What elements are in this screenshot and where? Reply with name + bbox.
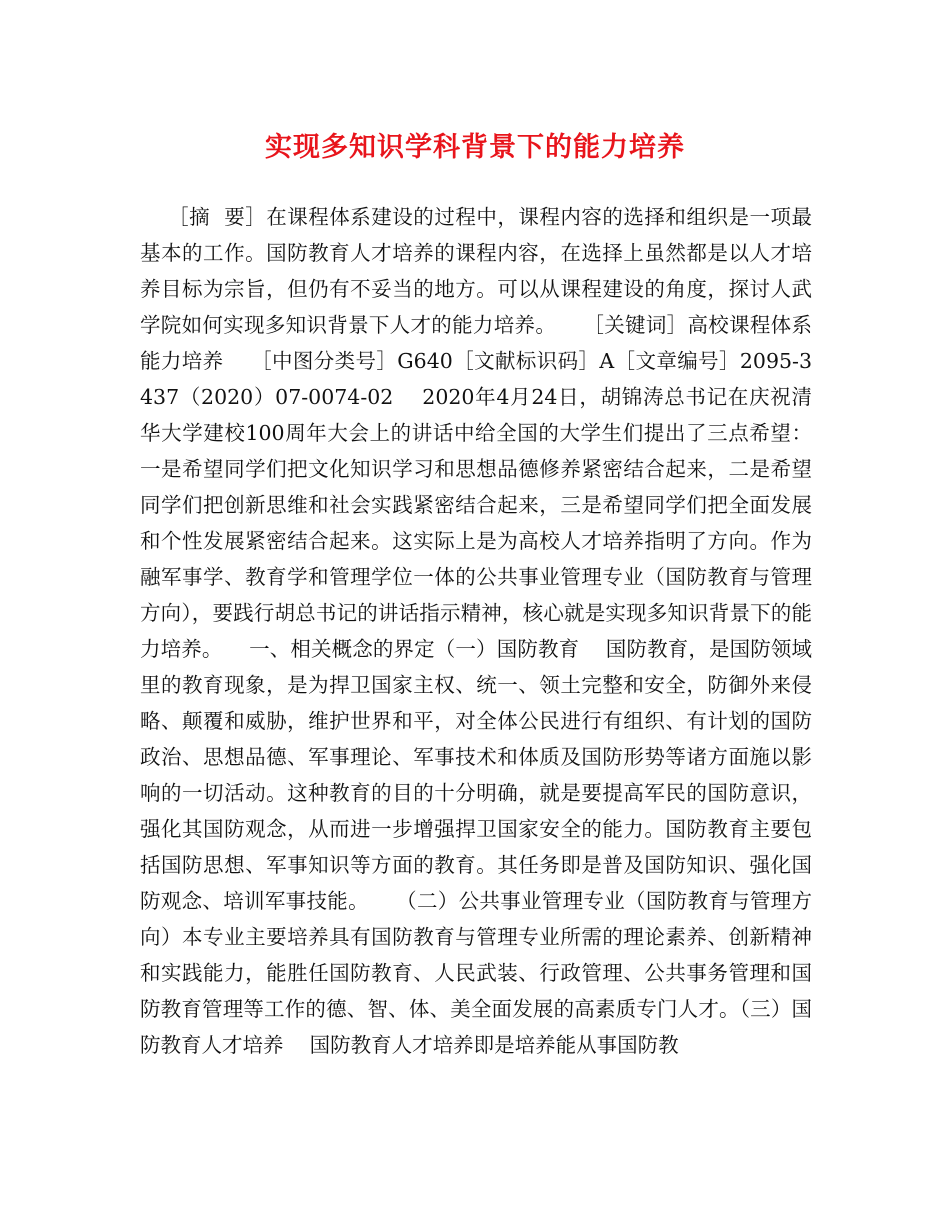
document-title: 实现多知识学科背景下的能力培养 bbox=[265, 132, 685, 163]
document-body: ［摘 要］在课程体系建设的过程中，课程内容的选择和组织是一项最基本的工作。国防教育人才培养的课程内容，在选择上虽然都是以人才培养目标为宗旨，但仍有不妥当的地方。可以从课程建设的角度，探讨人武学院如何实现多知识背景下人才的能力培养。 ［关键词］高校课程体系 能力培养 ［中图分类号］G640［文献标识码］A［文章编号］2095-3437（2020）07-0074-02 2020年4月24日，胡锦涛总书记在庆祝清华大学建校100周年大会上的讲话中给全国的大学生们提出了三点希望：一是希望同学们把文化知识学习和思想品德修养紧密结合起来，二是希望同学们把创新思维和社会实践紧密结合起来，三是希望同学们把全面发展和个性发展紧密结合起来。这实际上是为高校人才培养指明了方向。作为融军事学、教育学和管理学位一体的公共事业管理专业（国防教育与管理方向），要践行胡总书记的讲话指示精神，核心就是实现多知识背景下的能力培养。 一、相关概念的界定（一）国防教育 国防教育，是国防领域里的教育现象，是为捍卫国家主权、统一、领土完整和安全，防御外来侵略、颠覆和威胁，维护世界和平，对全体公民进行有组织、有计划的国防政治、思想品德、军事理论、军事技术和体质及国防形势等诸方面施以影响的一切活动。这种教育的目的十分明确，就是要提高军民的国防意识，强化其国防观念，从而进一步增强捍卫国家安全的能力。国防教育主要包括国防思想、军事知识等方面的教育。其任务即是普及国防知识、强化国防观念、培训军事技能。 （二）公共事业管理专业（国防教育与管理方向）本专业主要培养具有国防教育与管理专业所需的理论素养、创新精神和实践能力，能胜任国防教育、人民武装、行政管理、公共事务管理和国防教育管理等工作的德、智、体、美全面发展的高素质专门人才。（三）国防教育人才培养 国防教育人才培养即是培养能从事国防教 bbox=[140, 205, 826, 1057]
